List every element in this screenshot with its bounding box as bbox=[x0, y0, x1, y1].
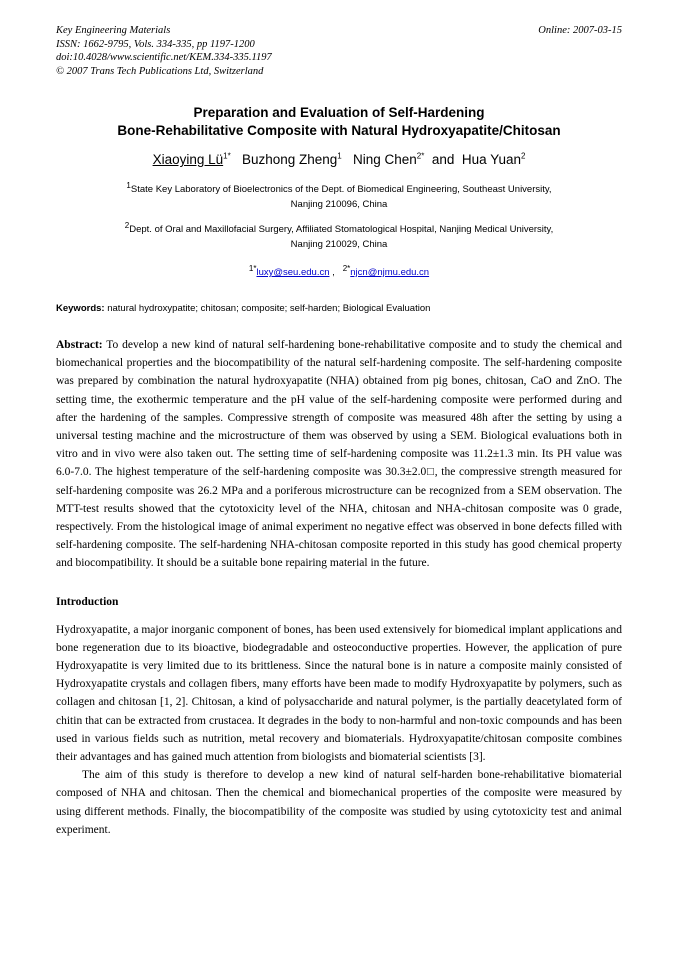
email-1-link[interactable]: luxy@seu.edu.cn bbox=[256, 267, 330, 278]
author-3-name: Ning Chen bbox=[353, 152, 417, 167]
keywords-line bbox=[56, 302, 622, 316]
email-1-sup: 1* bbox=[248, 263, 257, 273]
affiliation-1 bbox=[56, 182, 622, 212]
author-1-name: Xiaoying Lü bbox=[152, 152, 224, 167]
title-line-2: Bone-Rehabilitative Composite with Natural Hydroxyapatite/Chitosan bbox=[117, 123, 561, 138]
affiliation-2-line-2: Nanjing 210029, China bbox=[290, 239, 388, 250]
correspondence-emails bbox=[56, 263, 622, 280]
page-title bbox=[56, 104, 622, 140]
affiliation-2-line-1: Dept. of Oral and Maxillofacial Surgery, Affiliated Stomatological Hospital, Nanjing Medical University, bbox=[129, 224, 554, 235]
abstract-paragraph bbox=[56, 336, 622, 573]
email-2-link[interactable]: njcn@njmu.edu.cn bbox=[350, 267, 430, 278]
online-date: Online: 2007-03-15 bbox=[538, 25, 622, 36]
affiliation-1-line-2: Nanjing 210096, China bbox=[290, 199, 388, 210]
affiliation-1-line-1: State Key Laboratory of Bioelectronics of the Dept. of Biomedical Engineering, Southeast University, bbox=[130, 184, 552, 195]
affiliation-2 bbox=[56, 222, 622, 252]
affiliation-2-sup: 2 bbox=[124, 220, 130, 230]
author-2-name: Buzhong Zheng bbox=[241, 152, 338, 167]
author-1-sup: 1* bbox=[223, 151, 231, 161]
journal-name: Key Engineering Materials bbox=[56, 25, 171, 36]
email-separator: , bbox=[332, 267, 335, 278]
introduction-paragraph-1: Hydroxyapatite, a major inorganic component of bones, has been used extensively for biomedical implant applications and bone regeneration due to its bioactive, biodegradable and osteoconductive properties. However, the application of pure Hydroxyapatite is very limited due to its brittleness. Since the natural bone is in nature a composite mainly consisted of Hydroxyapatite crystals and collagen fibers, many efforts have been made to modify Hydroxyapatite by polymers, such as collagen and chitosan [1, 2]. Chitosan, a kind of polysaccharide and natural polymer, is the partially deacetylated form of chitin that can be extracted from crustacea. It degrades in the body to non-harmful and non-toxic compounds and has been used in various fields such as nutrition, metal recovery and biomaterials. Hydroxyapatite/chitosan composite combines their advantages and has gained much attention from biologists and biomaterial scientists [3]. bbox=[56, 623, 622, 764]
copyright-line: © 2007 Trans Tech Publications Ltd, Switzerland bbox=[56, 65, 264, 77]
keywords-label: Keywords: bbox=[56, 303, 105, 314]
introduction-heading: Introduction bbox=[56, 595, 119, 608]
email-2-sup: 2* bbox=[342, 263, 351, 273]
author-2-sup: 1 bbox=[337, 151, 342, 161]
author-4-name: Hua Yuan bbox=[461, 152, 521, 167]
journal-header bbox=[56, 24, 622, 78]
keywords-text: natural hydroxypatite; chitosan; composite; self-harden; Biological Evaluation bbox=[104, 303, 431, 314]
abstract-label: Abstract: bbox=[56, 339, 103, 351]
abstract-text: To develop a new kind of natural self-hardening bone-rehabilitative composite and to study the chemical and biomechanical properties and the biocompatibility of the natural self-hardening composite. The self-hardening composite was prepared by combination the natural hydroxyapatite (NHA) obtained from pig bones, chitosan, CaO and ZnO. The setting time, the exothermic temperature and the pH value of the self-hardening composite were performed during and after the hardening of the samples. Compressive strength of composite was measured 48h after the setting by using a universal testing machine and the microstructure of them was observed by using a SEM. Biological evaluations both in vitro and in vivo were also taken out. The setting time of self-hardening composite was 11.2±1.3 min. Its PH value was 6.0-7.0. The highest temperature of the self-hardening composite was 30.3±2.0□, the compressive strength measured for self-hardening composite was 26.2 MPa and a poriferous microstructure can be recognized from a SEM observation. The MTT-test results showed that the cytotoxicity level of the NHA, chitosan and NHA-chitosan composite was 0 grade, respectively. From the histological image of animal experiment no negative effect was observed in bone defects filled with self-hardening composite. The self-hardening NHA-chitosan composite reported in this study has good chemical property and biocompatibility. It should be a suitable bone repairing material in the future. bbox=[56, 339, 622, 570]
author-4-sup: 2 bbox=[520, 151, 526, 161]
introduction-paragraph-2: The aim of this study is therefore to develop a new kind of natural self-harden bone-rehabilitative biomaterial composed of NHA and chitosan. Then the chemical and biomechanical properties of the composite were measured by using different methods. Finally, the biocompatibility of the composite was studied by using cytotoxicity test and animal experiment. bbox=[56, 769, 622, 836]
affiliation-1-sup: 1 bbox=[126, 180, 131, 190]
title-line-1: Preparation and Evaluation of Self-Hardening bbox=[193, 105, 485, 120]
author-conjunction: and bbox=[431, 152, 455, 167]
author-list bbox=[56, 150, 622, 170]
issn-line: ISSN: 1662-9795, Vols. 334-335, pp 1197-1200 bbox=[56, 38, 255, 50]
doi-line: doi:10.4028/www.scientific.net/KEM.334-335.1197 bbox=[56, 52, 272, 63]
author-3-sup: 2* bbox=[416, 151, 425, 161]
